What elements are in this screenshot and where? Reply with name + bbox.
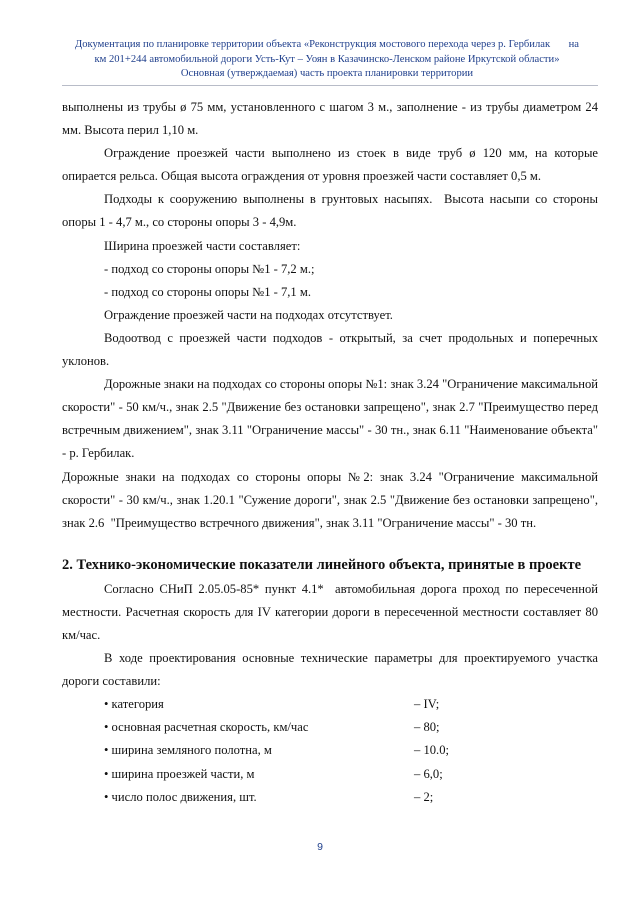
paragraph-snip: Согласно СНиП 2.05.05-85* пункт 4.1* автомобильная дорога проход по пересеченной местности. Расчетная скорость для IV категории дороги в пересеченной местности составляет 80 км/час.	[62, 581, 598, 642]
paragraph-drainage: Водоотвод с проезжей части подходов - открытый, за счет продольных и поперечных уклонов.	[62, 330, 598, 369]
list-item-value: – 2;	[414, 789, 434, 804]
list-item	[104, 763, 598, 786]
list-item	[104, 739, 598, 762]
paragraph-railing: выполнены из трубы ø 75 мм, установленного с шагом 3 м., заполнение - из трубы диаметром 24 мм. Высота перил 1,10 м.	[62, 100, 598, 138]
section-heading: 2. Технико-экономические показатели линейного объекта, принятые в проекте	[62, 556, 582, 573]
paragraph-parameters-intro: В ходе проектирования основные технические параметры для проектируемого участка дороги составили:	[62, 651, 598, 689]
list-item	[104, 693, 598, 716]
header-line-1: Документация по планировке территории объекта «Реконструкция мостового перехода через р. Гербилак на	[74, 39, 579, 50]
paragraph-width-support-1: - подход со стороны опоры №1 - 7,2 м.;	[104, 261, 315, 276]
list-item-value: – 6,0;	[414, 766, 443, 781]
list-item-value: – IV;	[414, 697, 440, 712]
paragraph-no-barrier: Ограждение проезжей части на подходах отсутствует.	[104, 307, 393, 322]
paragraph-barrier: Ограждение проезжей части выполнено из стоек в виде труб ø 120 мм, на которые опирается рельса. Общая высота ограждения от уровня проезжей части составляет 0,5 м.	[62, 146, 598, 184]
parameters-list	[62, 693, 598, 808]
document-body	[62, 96, 598, 809]
paragraph-width-intro: Ширина проезжей части составляет:	[104, 238, 301, 253]
header-line-3: Основная (утверждаемая) часть проекта планировки территории	[180, 68, 474, 80]
list-item-label: • число полос движения, шт.	[104, 789, 257, 804]
list-item-value: – 80;	[414, 720, 440, 735]
paragraph-width-support-2: - подход со стороны опоры №1 - 7,1 м.	[104, 284, 311, 299]
list-item-label: • ширина земляного полотна, м	[104, 743, 272, 758]
paragraph-approaches: Подходы к сооружению выполнены в грунтовых насыпях. Высота насыпи со стороны опоры 1 - 4,7 м., со стороны опоры 3 - 4,9м.	[62, 192, 598, 230]
header-divider	[62, 85, 598, 86]
header-line-2: км 201+244 автомобильной дороги Усть-Кут – Уоян в Казачинско-Ленском районе Иркутской области»	[94, 53, 560, 65]
list-item-label: • основная расчетная скорость, км/час	[104, 720, 309, 735]
list-item	[104, 786, 598, 809]
page-number: 9	[317, 841, 323, 853]
list-item-label: • ширина проезжей части, м	[104, 766, 255, 781]
list-item-value: – 10.0;	[414, 743, 449, 758]
list-item-label: • категория	[104, 697, 164, 712]
list-item	[104, 716, 598, 739]
paragraph-signs-support-2: Дорожные знаки на подходах со стороны опоры №2: знак 3.24 "Ограничение максимальной скорости" - 30 км/ч., знак 1.20.1 "Сужение дороги", знак 2.5 "Движение без остановки запрещено", знак 2.6 "Преимущество встречного движения", знак 3.11 "Ограничение массы" - 30 тн.	[62, 469, 598, 530]
page-header	[62, 38, 592, 82]
paragraph-signs-support-1: Дорожные знаки на подходах со стороны опоры №1: знак 3.24 "Ограничение максимальной скорости" - 50 км/ч., знак 2.5 "Движение без остановки запрещено", знак 2.7 "Преимущество перед встречным движением", знак 3.11 "Ограничение массы" - 30 тн., знак 6.11 "Наименование объекта" - р. Гербилак.	[62, 377, 598, 461]
